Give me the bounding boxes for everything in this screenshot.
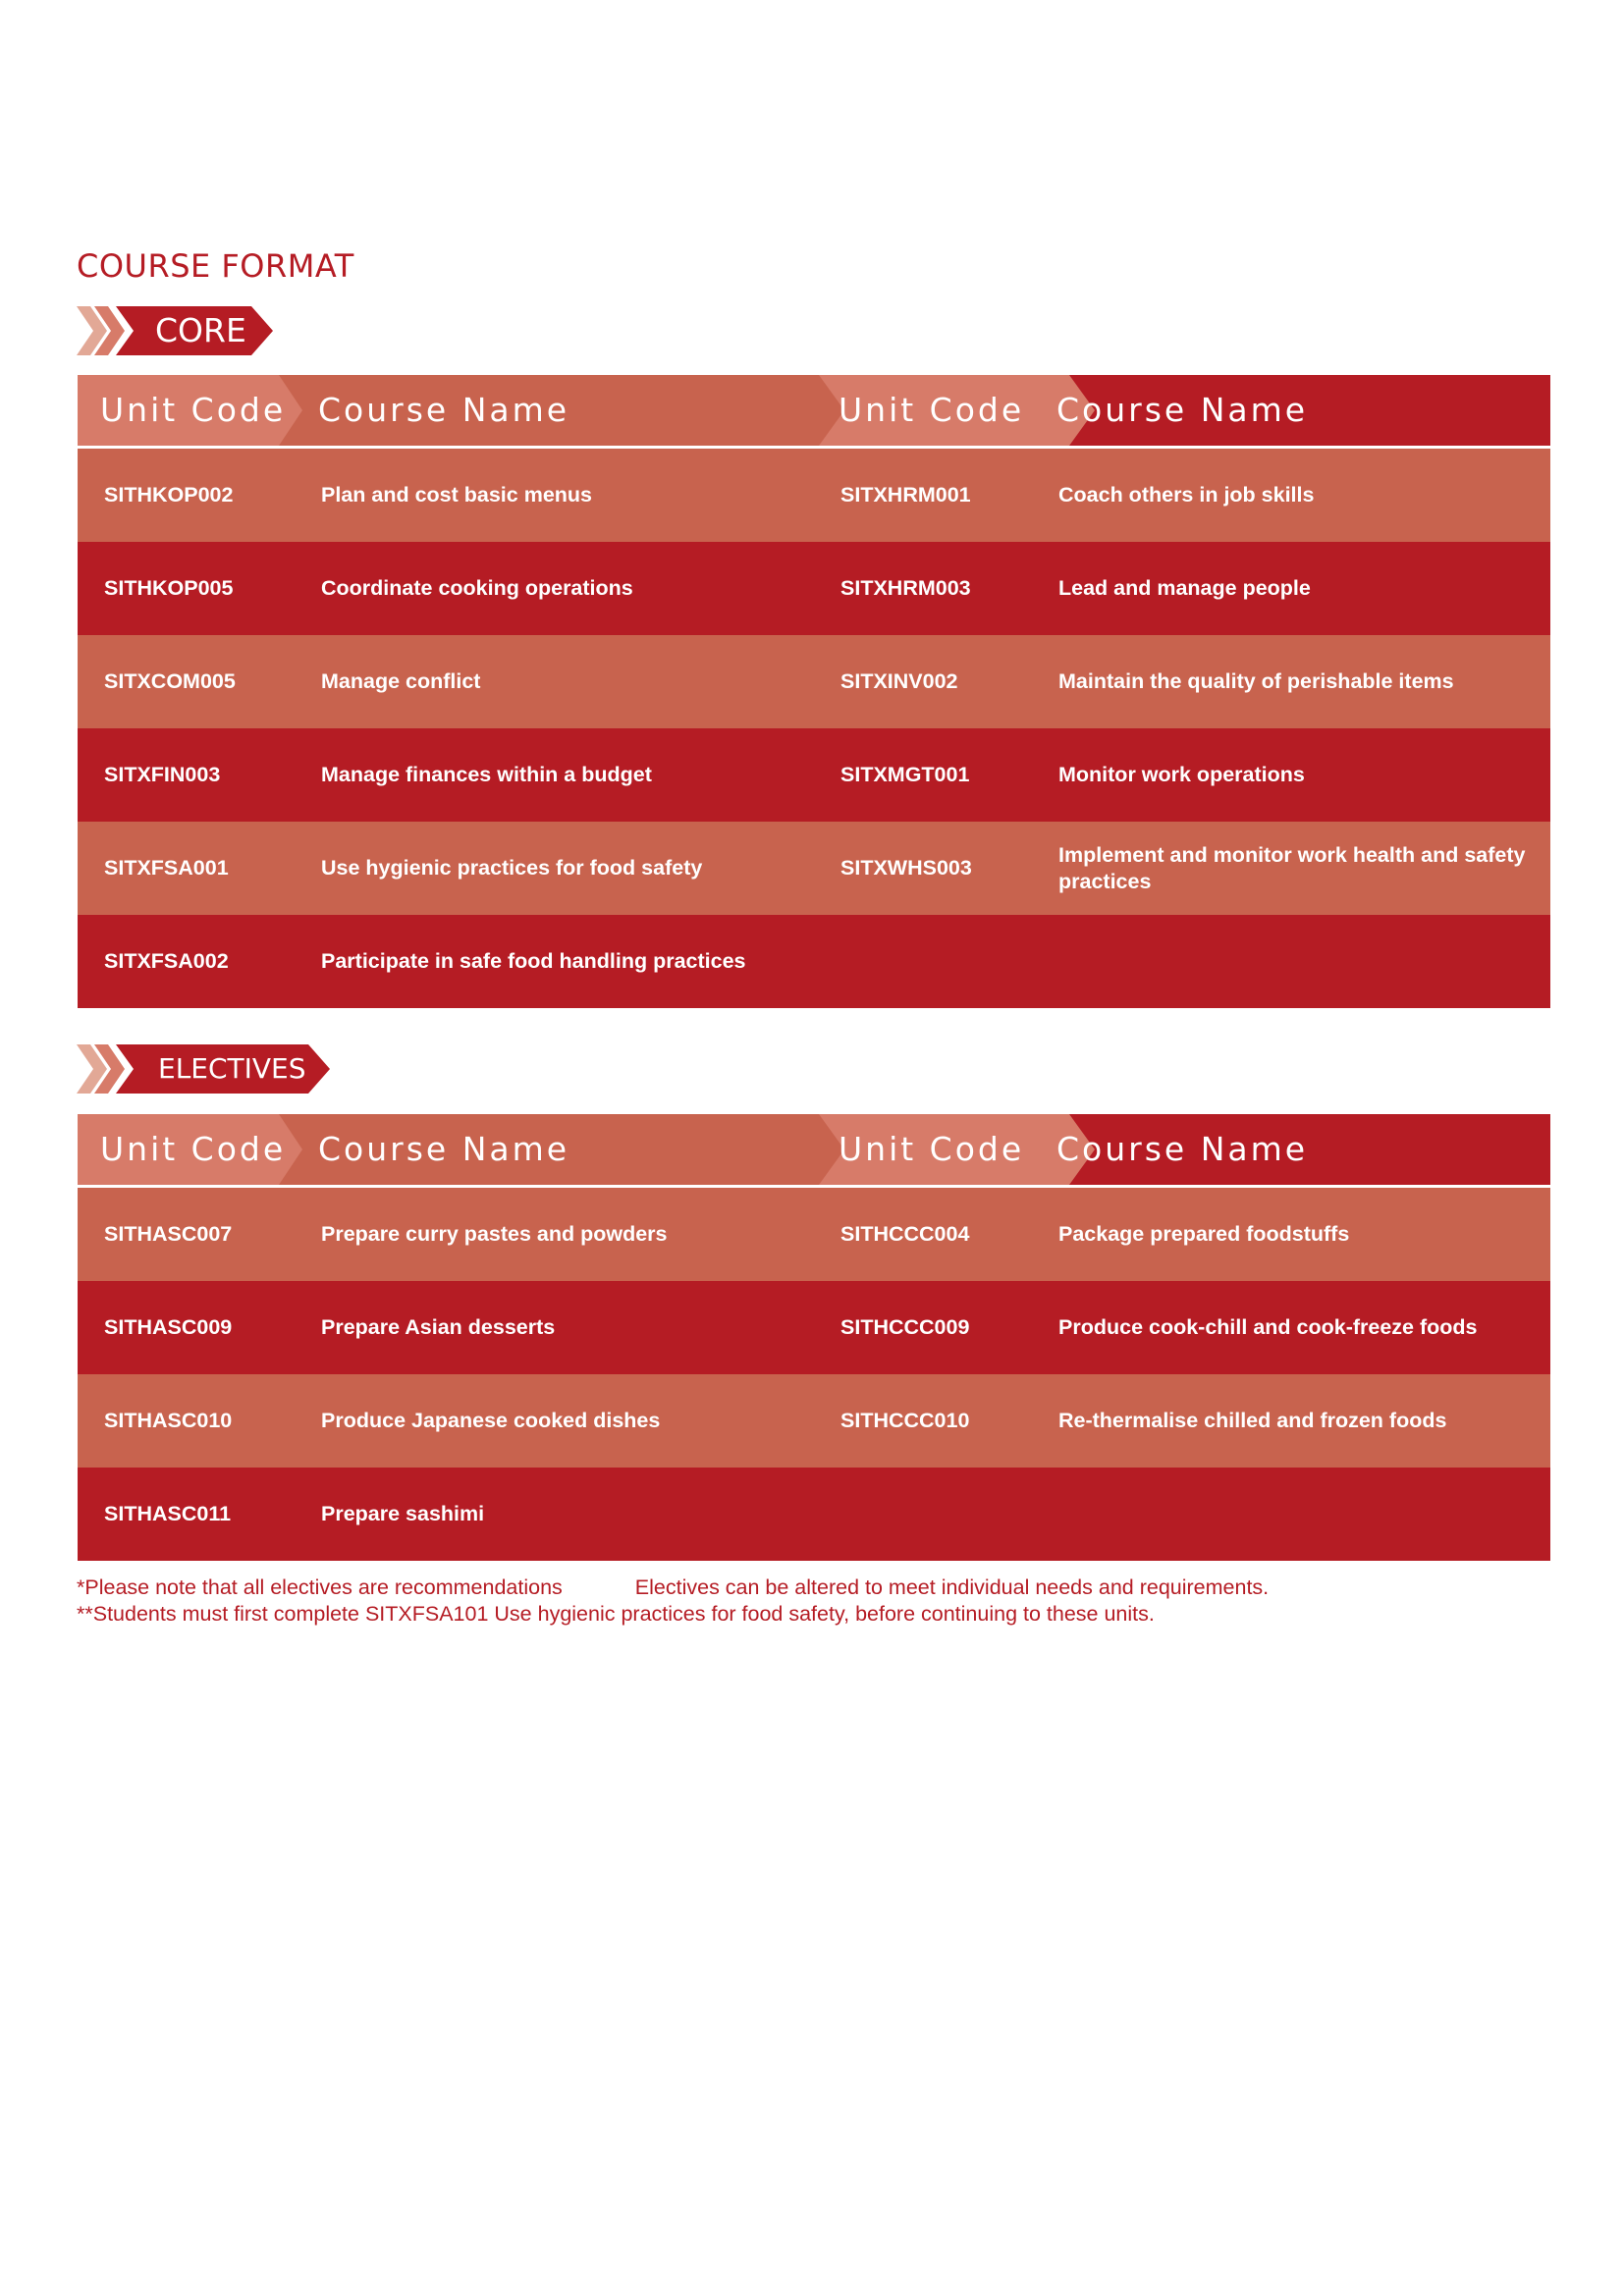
core-section-tag	[77, 306, 273, 355]
course-name-cell: Coordinate cooking operations	[321, 576, 633, 600]
course-name-cell: Prepare curry pastes and powders	[321, 1222, 668, 1246]
unit-code-cell: SITXHRM001	[840, 483, 971, 507]
course-name-cell: Prepare sashimi	[321, 1502, 485, 1525]
unit-code-cell: SITHASC007	[104, 1222, 233, 1246]
core-table-header	[78, 375, 1550, 446]
unit-code-cell: SITXHRM003	[840, 576, 971, 600]
unit-code-cell: SITXFIN003	[104, 763, 221, 786]
electives-table	[78, 1114, 1550, 1561]
unit-code-cell: SITXCOM005	[104, 669, 236, 693]
course-name-cell: Produce Japanese cooked dishes	[321, 1409, 661, 1432]
unit-code-cell: SITHCCC004	[840, 1222, 970, 1246]
table-row	[78, 1468, 1550, 1561]
electives-section-tag	[77, 1044, 332, 1094]
footnote-1-part-a: *Please note that all electives are recommendations	[77, 1575, 563, 1599]
table-row	[78, 1188, 1550, 1281]
course-name-cell: Monitor work operations	[1058, 763, 1305, 786]
unit-code-cell: SITXINV002	[840, 669, 958, 693]
page-title: COURSE FORMAT	[77, 247, 354, 285]
header-course-name: Course Name	[318, 1130, 570, 1168]
header-unit-code: Unit Code	[839, 1130, 1025, 1168]
table-row	[78, 728, 1550, 822]
unit-code-cell: SITHCCC009	[840, 1315, 970, 1339]
course-name-cell	[1058, 915, 1530, 1008]
core-tag-label: CORE	[155, 311, 246, 349]
electives-table-header	[78, 1114, 1550, 1185]
unit-code-cell: SITHCCC010	[840, 1409, 970, 1432]
unit-code-cell: SITHASC011	[104, 1502, 232, 1525]
unit-code-cell: SITXWHS003	[840, 856, 972, 880]
footnote-1-part-b: Electives can be altered to meet individual needs and requirements.	[634, 1575, 1270, 1599]
unit-code-cell: SITHASC009	[104, 1315, 233, 1339]
course-name-cell: Plan and cost basic menus	[321, 483, 593, 507]
unit-code-cell	[840, 1468, 1037, 1561]
table-row	[78, 822, 1550, 915]
header-unit-code: Unit Code	[839, 391, 1025, 429]
course-name-cell: Produce cook-chill and cook-freeze foods	[1058, 1315, 1478, 1339]
table-row	[78, 449, 1550, 542]
table-row	[78, 635, 1550, 728]
table-row	[78, 915, 1550, 1008]
course-name-cell: Manage conflict	[321, 669, 481, 693]
header-unit-code: Unit Code	[100, 391, 287, 429]
unit-code-cell: SITXFSA001	[104, 856, 229, 880]
unit-code-cell: SITHKOP002	[104, 483, 234, 507]
footnotes	[77, 1575, 1269, 1628]
table-row	[78, 542, 1550, 635]
course-name-cell: Manage finances within a budget	[321, 763, 652, 786]
footnote-1	[77, 1575, 1269, 1601]
header-course-name: Course Name	[1056, 391, 1309, 429]
unit-code-cell	[840, 915, 1037, 1008]
unit-code-cell: SITHASC010	[104, 1409, 233, 1432]
unit-code-cell: SITHKOP005	[104, 576, 234, 600]
header-unit-code: Unit Code	[100, 1130, 287, 1168]
course-name-cell: Maintain the quality of perishable items	[1058, 669, 1454, 693]
core-table	[78, 375, 1550, 1008]
table-row	[78, 1374, 1550, 1468]
course-name-cell: Participate in safe food handling practices	[321, 949, 746, 973]
unit-code-cell: SITXFSA002	[104, 949, 229, 973]
course-name-cell: Use hygienic practices for food safety	[321, 856, 703, 880]
course-name-cell: Prepare Asian desserts	[321, 1315, 556, 1339]
header-course-name: Course Name	[318, 391, 570, 429]
course-name-cell: Coach others in job skills	[1058, 483, 1315, 507]
footnote-2: **Students must first complete SITXFSA101 Use hygienic practices for food safety, before continuing to these units.	[77, 1602, 1155, 1626]
table-row	[78, 1281, 1550, 1374]
unit-code-cell: SITXMGT001	[840, 763, 970, 786]
course-name-cell: Re-thermalise chilled and frozen foods	[1058, 1409, 1447, 1432]
course-name-cell	[1058, 1468, 1530, 1561]
electives-tag-label: ELECTIVES	[158, 1052, 306, 1085]
header-course-name: Course Name	[1056, 1130, 1309, 1168]
course-name-cell: Implement and monitor work health and safety practices	[1058, 842, 1526, 893]
course-name-cell: Lead and manage people	[1058, 576, 1311, 600]
course-name-cell: Package prepared foodstuffs	[1058, 1222, 1350, 1246]
